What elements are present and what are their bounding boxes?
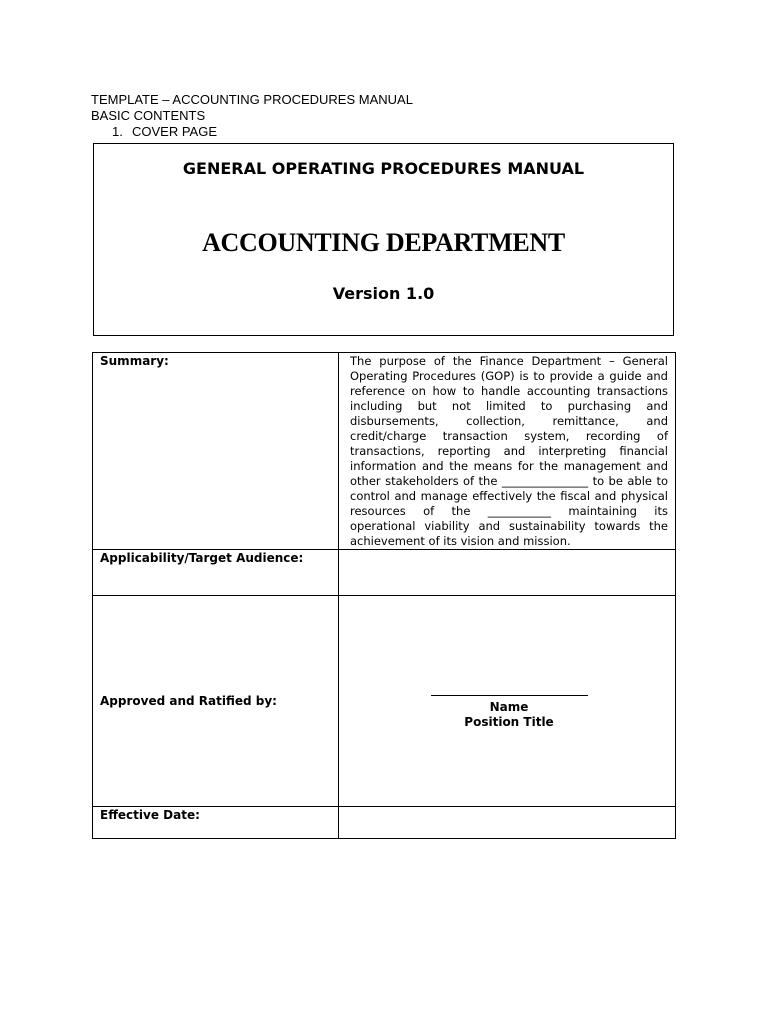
basic-contents-heading: BASIC CONTENTS: [91, 108, 206, 123]
table-row-effective-date: [93, 807, 676, 839]
applicability-value: [339, 550, 676, 596]
table-row-applicability: [93, 550, 676, 596]
signature-position-title: Position Title: [464, 715, 554, 729]
document-header: [91, 92, 413, 140]
summary-text: The purpose of the Finance Department – General Operating Procedures (GOP) is to provide a guide and reference on how to handle accounting transactions including but not limited to purchasing and disbursements, collection, remittance, and credit/charge transaction system, recording of transactions, reporting and interpreting financial information and the means for the management and other stakeholders of the _______________ to be able to control and manage effectively the fiscal and physical resources of the ___________ maintaining its operational viability and sustainability towards the achievement of its vision and mission.: [350, 354, 668, 548]
approved-label: Approved and Ratified by:: [93, 596, 339, 807]
department-title: ACCOUNTING DEPARTMENT: [202, 228, 565, 257]
signature-block: [350, 685, 668, 730]
document-info-table: [92, 352, 676, 839]
signature-name: Name: [489, 700, 529, 714]
template-title: TEMPLATE – ACCOUNTING PROCEDURES MANUAL: [91, 92, 413, 107]
contents-list-item: [91, 124, 413, 140]
summary-cell: [339, 353, 676, 550]
signature-line: [431, 687, 588, 696]
manual-title: GENERAL OPERATING PROCEDURES MANUAL: [182, 159, 585, 178]
cover-page-box: [93, 143, 674, 336]
effective-date-value: [339, 807, 676, 839]
summary-label: Summary:: [93, 353, 339, 550]
effective-date-label: Effective Date:: [93, 807, 339, 839]
table-row-summary: [93, 353, 676, 550]
version-label: Version 1.0: [332, 284, 435, 303]
signature-cell: [339, 596, 676, 807]
list-item-number: 1.: [112, 124, 123, 139]
table-row-approved: [93, 596, 676, 807]
applicability-label: Applicability/Target Audience:: [93, 550, 339, 596]
list-item-label: COVER PAGE: [132, 124, 218, 139]
